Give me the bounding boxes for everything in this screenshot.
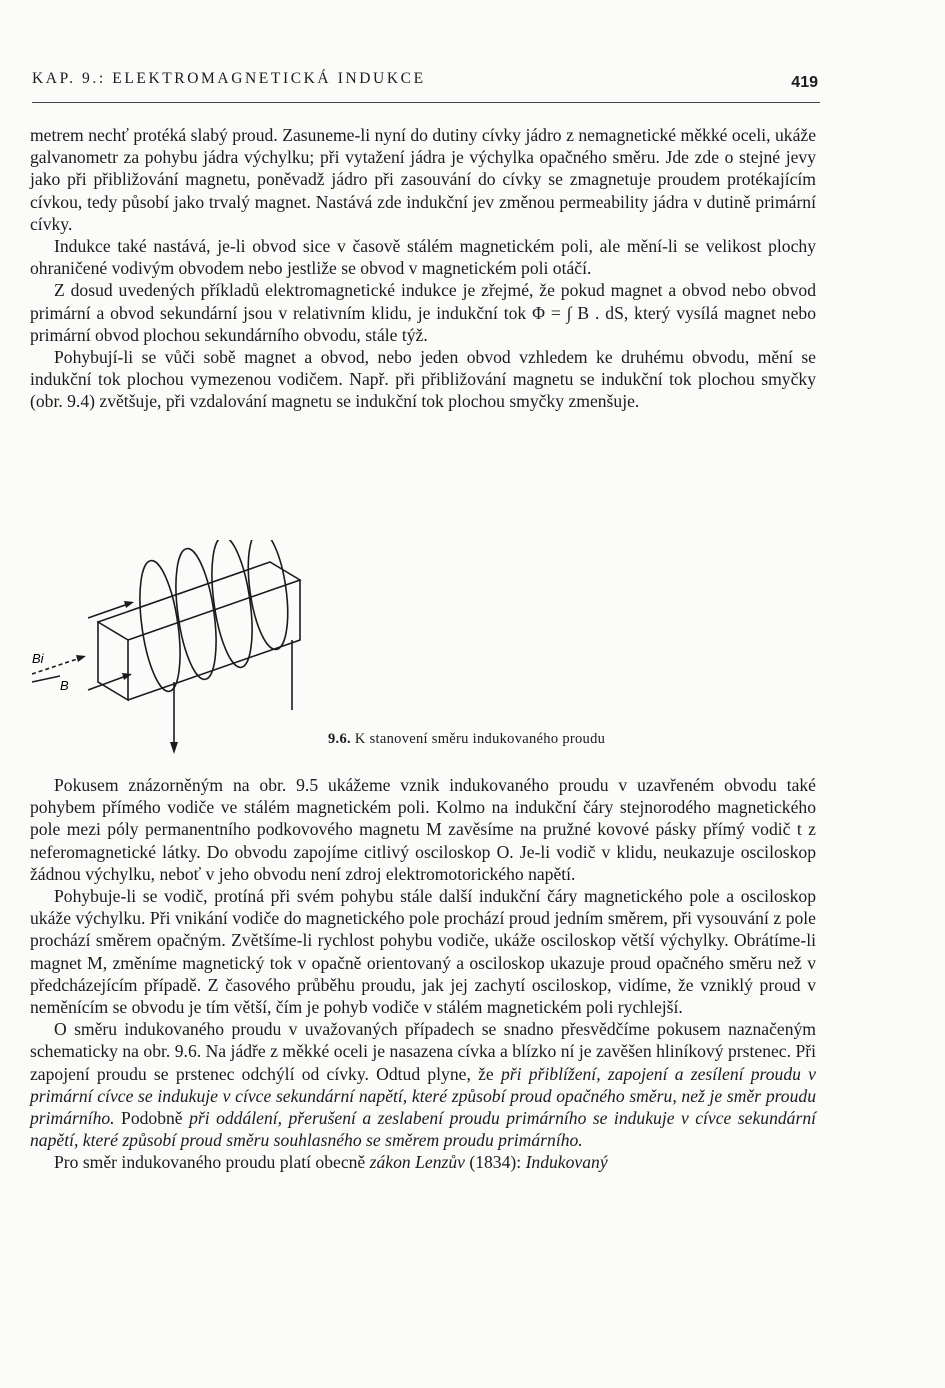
label-bi: Bi	[32, 651, 44, 666]
label-b: B	[60, 678, 69, 693]
paragraph: Z dosud uvedených příkladů elektromagnetické indukce je zřejmé, že pokud magnet a obvod nebo obvod primární a obvod sekundární jsou v relativním klidu, je indukční tok Φ = ∫ B . dS, který vysílá magnet nebo primární obvod plochou sekundárního obvodu, stále týž.	[30, 280, 816, 345]
emphasis-run: Indukovaný	[525, 1152, 608, 1173]
arrow-head	[122, 673, 132, 680]
field-arrow	[88, 604, 128, 618]
text-block-top	[30, 124, 816, 413]
caption-text: K stanovení směru indukovaného proudu	[354, 731, 606, 747]
running-head: KAP. 9.: ELEKTROMAGNETICKÁ INDUKCE	[32, 70, 426, 87]
emphasis-run: při oddálení, přerušení a zeslabení proudu primárního se indukuje v cívce sekundární napětí, které způsobí proud směru souhlasného se směrem proudu primárního.	[30, 1108, 816, 1151]
emphasis-run: zákon Lenzův	[369, 1152, 465, 1173]
emphasis-run: při přiblížení, zapojení a zesílení proudu v primární cívce se indukuje v cívce sekundární napětí, které způsobí proud opačného směru, než je směr proudu primárního.	[30, 1063, 816, 1129]
core-front-face	[98, 622, 128, 700]
paragraph: Pokusem znázorněným na obr. 9.5 ukážeme vznik indukovaného proudu v uzavřeném obvodu také pohybem přímého vodiče ve stálém magnetickém poli. Kolmo na indukční čáry stejnorodého magnetického pole mezi póly permanentního podkovového magnetu M zavěsíme na pružné kovové pásky přímý vodič t z neferomagnetické látky. Do obvodu zapojíme citlivý osciloskop O. Je-li vodič v klidu, neukazuje osciloskop žádnou výchylku, neboť v jeho obvodu není zdroj elektromotorického napětí.	[30, 775, 816, 884]
core-top-face	[98, 562, 300, 640]
text-run: (1834):	[469, 1152, 522, 1173]
text-run: O směru indukovaného proudu v uvažovaných případech se snadno přesvědčíme pokusem naznačeným schematicky na obr. 9.6. Na jádře z měkké oceli je nasazena cívka a blízko ní je zavěšen hliníkový prstenec. Při zapojení proudu se prstenec odchýlí od cívky. Odtud plyne, že	[30, 1019, 816, 1084]
figure-coil-diagram	[30, 540, 330, 755]
arrow-head	[124, 601, 134, 608]
page-number: 419	[791, 74, 818, 91]
text-run: Podobně	[121, 1108, 183, 1129]
paragraph: Indukce také nastává, je-li obvod sice v časově stálém magnetickém poli, ale mění-li se velikost plochy ohraničené vodivým obvodem nebo jestliže se obvod v magnetickém poli otáčí.	[30, 236, 816, 279]
caption-number: 9.6.	[328, 731, 351, 747]
b-arrow	[32, 676, 60, 682]
text-run: Pro směr indukovaného proudu platí obecně	[54, 1152, 366, 1173]
paragraph	[30, 1151, 816, 1173]
arrow-head	[170, 742, 178, 754]
text-block-bottom	[30, 774, 816, 1174]
paragraph: Pohybuje-li se vodič, protíná při svém pohybu stále další indukční čáry magnetického pole a osciloskop ukáže výchylku. Při vnikání vodiče do magnetického pole prochází proud jedním směrem, při vysouvání z pole prochází směrem opačným. Zvětšíme-li rychlost pohybu vodiče, ukáže osciloskop větší výchylky. Obrátíme-li magnet M, změníme magnetický tok v opačně orientovaný a osciloskop ukazuje proud opačného směru než v předcházejícím případě. Z časového průběhu proudu, jak jej zachytí osciloskop, vidíme, že vzniklý proud v neměnícím se obvodu je tím větší, čím je pohyb vodiče v stálém magnetickém poli rychlejší.	[30, 886, 816, 1018]
figure-caption	[328, 731, 605, 748]
paragraph	[30, 1018, 816, 1151]
paragraph: Pohybují-li se vůči sobě magnet a obvod, nebo jeden obvod vzhledem ke druhému obvodu, mění se indukční tok plochou vymezenou vodičem. Např. při přibližování magnetu se indukční tok plochou smyčky (obr. 9.4) zvětšuje, při vzdalování magnetu se indukční tok plochou smyčky zmenšuje.	[30, 347, 816, 412]
page-header	[32, 70, 820, 103]
arrow-head	[76, 655, 86, 662]
paragraph: metrem nechť protéká slabý proud. Zasuneme-li nyní do dutiny cívky jádro z nemagnetické měkké oceli, ukáže galvanometr za pohybu jádra výchylku; při vytažení jádra je výchylka opačného směru. Jde zde o stejné jevy jako při přibližování magnetu, poněvadž jádro při zasouvání do cívky se zmagnetuje proudem protékajícím cívkou, tedy působí jako trvalý magnet. Nastává zde indukční jev změnou permeability jádra v dutině primární cívky.	[30, 125, 816, 234]
